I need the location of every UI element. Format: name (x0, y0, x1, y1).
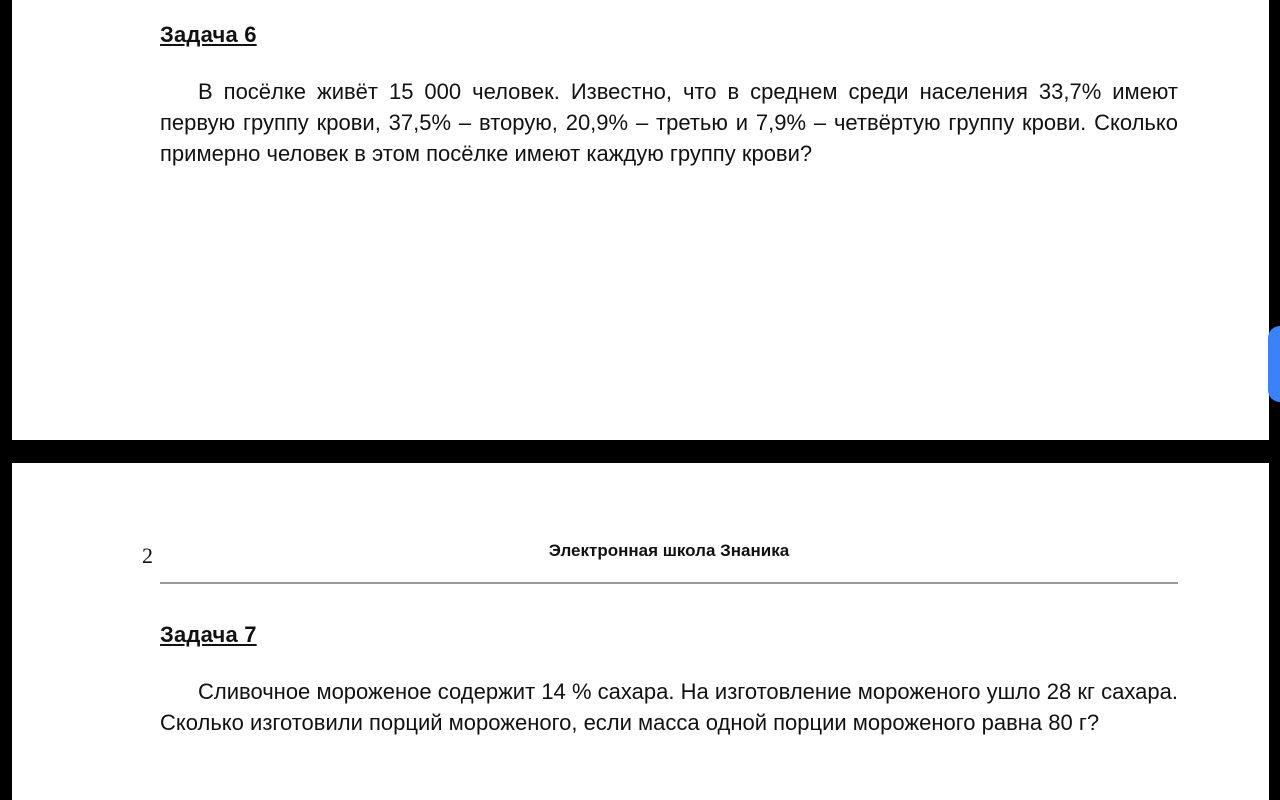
cut-off-text-line (160, 795, 220, 800)
task-6-text: В посёлке живёт 15 000 человек. Известно, что в среднем среди населения 33,7% имеют первую группу крови, 37,5% – вторую, 20,9% – третью и 7,9% – четвёртую группу крови. Сколько примерно человек в этом посёлке имеют каждую группу крови? (160, 79, 1178, 166)
header-rule (160, 582, 1178, 584)
scroll-handle[interactable] (1268, 326, 1280, 402)
task-7-text: Сливочное мороженое содержит 14 % сахара. На изготовление мороженого ушло 28 кг сахара. Сколько изготовили порций мороженого, если масса одной порции мороженого равна 80 г? (160, 679, 1178, 735)
running-header: Электронная школа Знаника (548, 541, 790, 560)
document-page-2 (12, 463, 1269, 800)
task-7-heading: Задача 7 (160, 622, 257, 647)
task-6-heading: Задача 6 (160, 22, 257, 47)
document-page-1 (12, 0, 1269, 440)
page-number: 2 (142, 543, 153, 568)
